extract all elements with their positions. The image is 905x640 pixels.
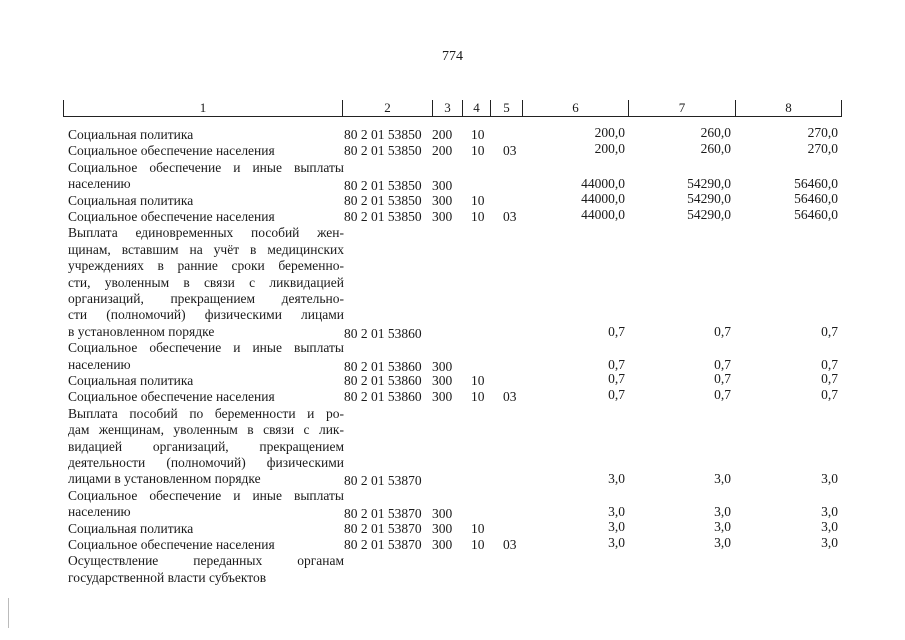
header-col-2 <box>343 100 433 116</box>
row-value-col6: 3,0 <box>608 535 625 550</box>
row-value-col6: 3,0 <box>608 504 625 520</box>
row-value-col8: 3,0 <box>821 471 838 487</box>
row-value-col8: 56460,0 <box>794 190 838 206</box>
row-value-col7: 54290,0 <box>687 207 731 222</box>
row-vr: 300 <box>432 209 453 224</box>
row-name-line: деятельности (полномочий) физическими <box>68 455 344 470</box>
row-code: 80 2 01 53870 <box>344 473 422 489</box>
header-col-4 <box>463 100 491 116</box>
row-value-col6: 0,7 <box>608 371 625 386</box>
row-name-line: Социальная политика <box>68 520 194 536</box>
row-pr: 03 <box>503 209 517 224</box>
row-name-line: дам женщинам, уволенным в связи с лик- <box>68 422 344 438</box>
header-col-label: 4 <box>473 100 480 115</box>
row-code: 80 2 01 53860 <box>344 373 422 388</box>
row-name-line: населению <box>68 504 131 520</box>
row-value-col8: 56460,0 <box>794 176 838 192</box>
row-name-line: Социальное обеспечение и иные выплаты <box>68 159 344 175</box>
row-code: 80 2 01 53850 <box>344 178 422 194</box>
row-code: 80 2 01 53860 <box>344 358 422 374</box>
row-value-col6: 200,0 <box>594 141 625 157</box>
row-vr: 300 <box>432 506 453 522</box>
row-name-line: населению <box>68 176 131 192</box>
row-name-line: Социальная политика <box>68 192 194 208</box>
row-name-line: Осуществление переданных органам <box>68 553 344 569</box>
row-pr: 03 <box>503 143 517 159</box>
row-rz: 10 <box>471 537 485 552</box>
row-vr: 300 <box>432 537 453 552</box>
row-code: 80 2 01 53860 <box>344 389 422 405</box>
row-code: 80 2 01 53850 <box>344 209 422 224</box>
row-value-col7: 260,0 <box>700 125 731 140</box>
row-pr: 03 <box>503 389 517 405</box>
row-value-col7: 0,7 <box>714 323 731 339</box>
row-rz: 10 <box>471 373 485 388</box>
row-code: 80 2 01 53850 <box>344 192 422 208</box>
row-value-col6: 44000,0 <box>581 176 625 192</box>
header-col-label: 3 <box>444 100 451 115</box>
row-name-line: щинам, вставшим на учёт в медицинских <box>68 241 344 257</box>
row-value-col8: 270,0 <box>807 125 838 140</box>
row-rz: 10 <box>471 127 485 142</box>
header-col-8 <box>736 100 841 116</box>
row-rz: 10 <box>471 520 485 536</box>
row-value-col8: 0,7 <box>821 323 838 339</box>
header-col-label: 7 <box>678 100 686 115</box>
row-vr: 300 <box>432 178 453 194</box>
header-col-label: 2 <box>384 100 391 115</box>
header-col-1 <box>64 100 343 116</box>
header-col-5 <box>491 100 523 116</box>
row-name-line: лицами в установленном порядке <box>68 471 261 487</box>
row-value-col8: 0,7 <box>821 371 838 386</box>
row-value-col7: 0,7 <box>714 371 731 386</box>
row-vr: 300 <box>432 358 453 374</box>
row-vr: 300 <box>432 192 453 208</box>
row-rz: 10 <box>471 209 485 224</box>
page-number: 774 <box>442 49 463 64</box>
row-value-col8: 3,0 <box>821 535 838 550</box>
row-value-col6: 0,7 <box>608 323 625 339</box>
row-vr: 200 <box>432 143 453 159</box>
row-vr: 300 <box>432 373 453 388</box>
row-code: 80 2 01 53850 <box>344 143 422 159</box>
row-name-line: Социальное обеспечение населения <box>68 143 275 159</box>
row-value-col7: 3,0 <box>714 518 731 534</box>
row-value-col6: 3,0 <box>608 518 625 534</box>
row-code: 80 2 01 53860 <box>344 325 422 341</box>
row-code: 80 2 01 53870 <box>344 520 422 536</box>
row-code: 80 2 01 53870 <box>344 506 422 522</box>
header-col-label: 5 <box>503 100 510 115</box>
row-value-col6: 3,0 <box>608 471 625 487</box>
row-value-col8: 56460,0 <box>794 207 838 222</box>
row-value-col6: 200,0 <box>594 125 625 140</box>
header-col-7 <box>629 100 736 116</box>
row-name-line: видацией организаций, прекращением <box>68 438 344 454</box>
table-header <box>63 100 842 117</box>
row-value-col8: 3,0 <box>821 504 838 520</box>
row-name-line: Выплата пособий по беременности и ро- <box>68 405 344 421</box>
row-value-col7: 260,0 <box>700 141 731 157</box>
row-value-col8: 0,7 <box>821 356 838 372</box>
row-name-line: Социальное обеспечение населения <box>68 209 275 224</box>
row-value-col7: 3,0 <box>714 535 731 550</box>
row-name-line: Выплата единовременных пособий жен- <box>68 225 344 241</box>
row-value-col8: 270,0 <box>807 141 838 157</box>
header-col-label: 1 <box>199 100 207 115</box>
row-value-col7: 54290,0 <box>687 176 731 192</box>
row-name-line: Социальное обеспечение населения <box>68 389 275 405</box>
row-rz: 10 <box>471 143 485 159</box>
row-rz: 10 <box>471 192 485 208</box>
row-value-col6: 44000,0 <box>581 207 625 222</box>
row-name-line: государственной власти субъектов <box>68 569 267 585</box>
row-pr: 03 <box>503 537 517 552</box>
row-name-line: Социальное обеспечение и иные выплаты <box>68 340 344 356</box>
row-value-col6: 0,7 <box>608 356 625 372</box>
row-code: 80 2 01 53850 <box>344 127 422 142</box>
row-value-col7: 0,7 <box>714 356 731 372</box>
row-name-line: сти (полномочий) физическими лицами <box>68 307 344 323</box>
row-name-line: в установленном порядке <box>68 323 215 339</box>
header-col-6 <box>523 100 629 116</box>
row-name-line: Социальное обеспечение населения <box>68 537 275 552</box>
row-name-line: населению <box>68 356 131 372</box>
row-value-col8: 0,7 <box>821 387 838 403</box>
row-name-line: Социальная политика <box>68 127 194 142</box>
row-value-col6: 0,7 <box>608 387 625 403</box>
row-name-line: сти, уволенным в связи с ликвидацией <box>68 274 344 290</box>
row-value-col7: 54290,0 <box>687 190 731 206</box>
row-name-line: организаций, прекращением деятельно- <box>68 291 344 306</box>
row-name-line: Социальное обеспечение и иные выплаты <box>68 487 344 503</box>
row-rz: 10 <box>471 389 485 405</box>
row-value-col7: 3,0 <box>714 471 731 487</box>
row-value-col6: 44000,0 <box>581 190 625 206</box>
row-vr: 300 <box>432 520 453 536</box>
header-col-3 <box>433 100 463 116</box>
row-vr: 300 <box>432 389 453 405</box>
row-value-col7: 0,7 <box>714 387 731 403</box>
row-name-line: учреждениях в ранние сроки беременно- <box>68 258 344 274</box>
row-code: 80 2 01 53870 <box>344 537 422 552</box>
row-vr: 200 <box>432 127 453 142</box>
row-name-line: Социальная политика <box>68 373 194 388</box>
row-value-col8: 3,0 <box>821 518 838 534</box>
scan-margin-mark <box>8 598 9 628</box>
row-value-col7: 3,0 <box>714 504 731 520</box>
header-col-label: 8 <box>785 100 792 115</box>
header-col-label: 6 <box>572 100 579 115</box>
